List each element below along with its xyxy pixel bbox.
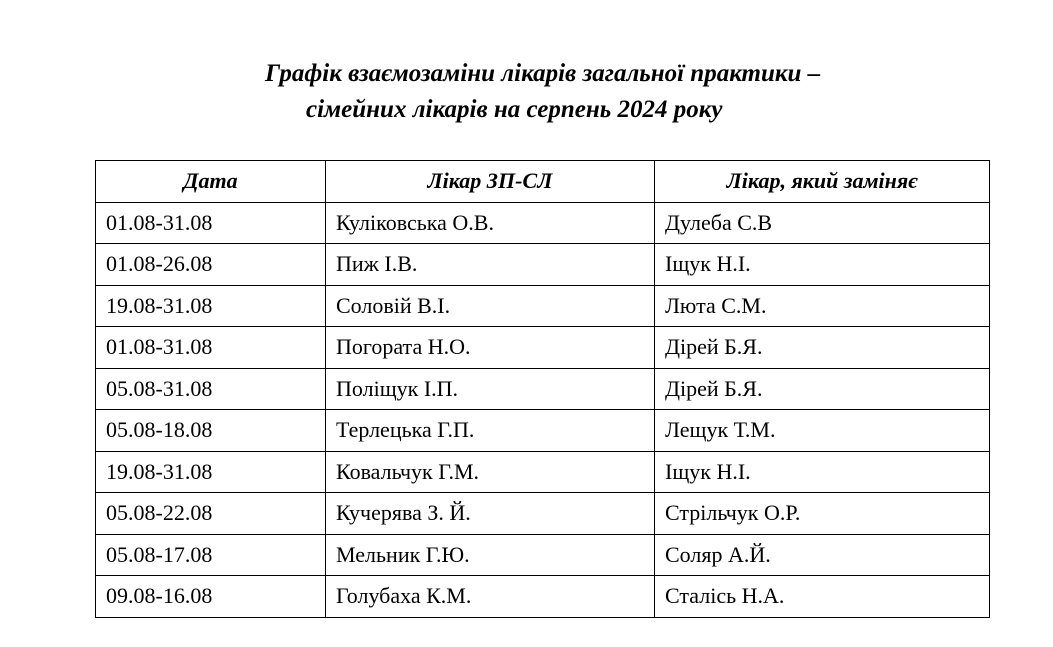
cell-substitute: Сталісь Н.А. [655,576,990,618]
cell-doctor: Голубаха К.М. [326,576,655,618]
cell-substitute: Дірей Б.Я. [655,327,990,369]
cell-doctor: Кучерява З. Й. [326,493,655,535]
cell-date: 05.08-31.08 [96,368,326,410]
table-row [96,534,990,576]
cell-substitute: Люта С.М. [655,285,990,327]
cell-date: 19.08-31.08 [96,451,326,493]
cell-substitute: Стрільчук О.Р. [655,493,990,535]
document-title-line-1: Графік взаємозаміни лікарів загальної практики – [265,60,821,87]
column-header-date: Дата [96,161,326,203]
table-row [96,285,990,327]
cell-substitute: Іщук Н.І. [655,451,990,493]
table-row [96,576,990,618]
document-title-line-2: сімейних лікарів на серпень 2024 року [306,96,723,123]
table-row [96,244,990,286]
cell-substitute: Соляр А.Й. [655,534,990,576]
cell-date: 01.08-31.08 [96,202,326,244]
cell-date: 05.08-17.08 [96,534,326,576]
cell-substitute: Дулеба С.В [655,202,990,244]
cell-date: 05.08-22.08 [96,493,326,535]
table-row [96,451,990,493]
cell-doctor: Погората Н.О. [326,327,655,369]
cell-doctor: Терлецька Г.П. [326,410,655,452]
cell-doctor: Пиж І.В. [326,244,655,286]
table-header-row [96,161,990,203]
table-row [96,202,990,244]
cell-doctor: Куліковська О.В. [326,202,655,244]
substitution-schedule-table [95,160,990,618]
table-row [96,327,990,369]
cell-substitute: Дірей Б.Я. [655,368,990,410]
cell-date: 01.08-26.08 [96,244,326,286]
cell-doctor: Ковальчук Г.М. [326,451,655,493]
cell-substitute: Іщук Н.І. [655,244,990,286]
cell-doctor: Мельник Г.Ю. [326,534,655,576]
cell-date: 05.08-18.08 [96,410,326,452]
table-row [96,410,990,452]
cell-date: 09.08-16.08 [96,576,326,618]
cell-substitute: Лещук Т.М. [655,410,990,452]
table-row [96,493,990,535]
table-row [96,368,990,410]
column-header-substitute: Лікар, який заміняє [655,161,990,203]
cell-doctor: Соловій В.І. [326,285,655,327]
cell-date: 01.08-31.08 [96,327,326,369]
cell-date: 19.08-31.08 [96,285,326,327]
column-header-doctor: Лікар ЗП-СЛ [326,161,655,203]
cell-doctor: Поліщук І.П. [326,368,655,410]
